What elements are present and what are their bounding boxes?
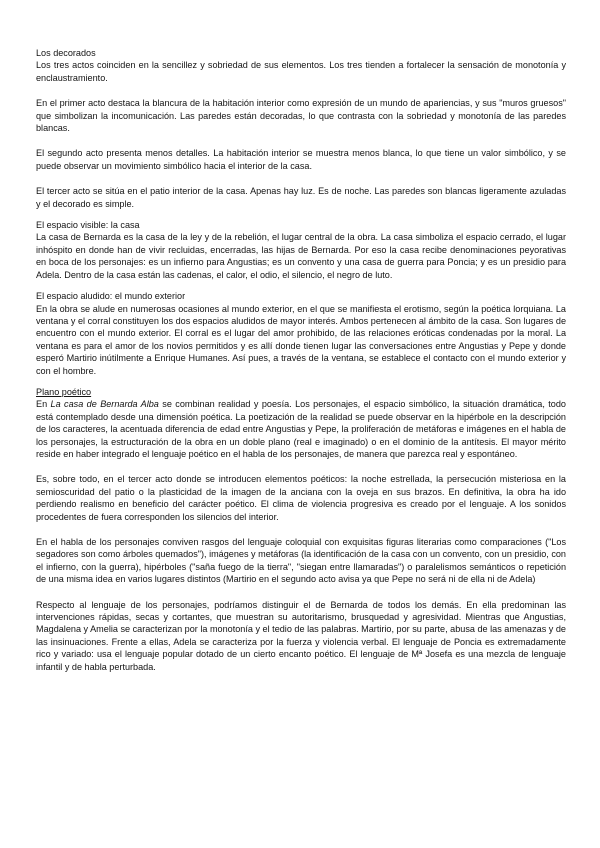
document-page: [36, 47, 566, 673]
paragraph: El segundo acto presenta menos detalles. La habitación interior se muestra menos blanca, lo que tiene un valor simbólico, y se puede observar un movimiento simbólico hacia el interior de la casa.: [36, 148, 566, 171]
work-title: La casa de Bernarda Alba: [50, 399, 159, 410]
paragraph: En el primer acto destaca la blancura de la habitación interior como expresión de un mundo de apariencias, y sus "muros gruesos" que simbolizan la incomunicación. Las paredes están decoradas, lo que contrasta con la sobriedad y monotonía de las paredes blancas.: [36, 98, 566, 134]
paragraph: Es, sobre todo, en el tercer acto donde se introducen elementos poéticos: la noche estrellada, la persecución misteriosa en la semioscuridad del patio o la plasticidad de la imagen de la anciana con la oveja en sus brazos. En definitiva, la obra ha ido perdiendo realismo en beneficio del carácter poético. El clima de violencia progresiva es creado por el lenguaje. A los sonidos procedentes de fuera corresponden los silencios del interior.: [36, 474, 566, 522]
paragraph: El tercer acto se sitúa en el patio interior de la casa. Apenas hay luz. Es de noche. Las paredes son blancas ligeramente azuladas y el decorado es simple.: [36, 186, 566, 209]
section-title-espacio-aludido: El espacio aludido: el mundo exterior: [36, 291, 186, 302]
paragraph: Los tres actos coinciden en la sencillez y sobriedad de sus elementos. Los tres tienden a fortalecer la sensación de monotonía y enclaustramiento.: [36, 60, 566, 83]
paragraph: En el habla de los personajes conviven rasgos del lenguaje coloquial con exquisitas figuras literarias como comparaciones ("Los segadores son como árboles quemados"), imágenes y metáforas (la identificación de la casa con un convento, con un presidio, con el infierno, con la guerra), hipérboles ("saña fuego de la tierra", "siegan entre llamaradas") o paralelismos semánticos o repetición de una misma idea en varios lugares distintos (Martirio en el segundo acto avisa ya que Pepe no será ni de ella ni de Adela): [36, 537, 566, 585]
section-title-espacio-visible: El espacio visible: la casa: [36, 220, 140, 231]
paragraph: La casa de Bernarda es la casa de la ley y de la rebelión, el lugar central de la obra. La casa simboliza el espacio cerrado, el lugar inhóspito en donde han de vivir recluidas, encerradas, las hijas de Bernarda. Por eso la casa recibe denominaciones peyorativas en boca de los personajes: es un infierno para Angustias; es un convento y una casa de guerra para Poncia; y es un presidio para Adela. Dentro de la casa están las cadenas, el calor, el odio, el silencio, el negro de luto.: [36, 232, 566, 280]
paragraph-rest: se combinan realidad y poesía. Los personajes, el espacio simbólico, la situación dramática, todo está contemplado desde una dimensión poética. La poetización de la realidad se puede observar en la hipérbole en la descripción de los caracteres, la acentuada diferencia de edad entre Angustias y Pepe, la proliferación de metáforas e imágenes en el habla de los personajes, la estructuración de la obra en un doble plano (real e imaginado) o en el dominio de la antítesis. El mayor mérito reside en haber integrado el lenguaje poético en el habla de los personajes, de manera que parezca real y espontáneo.: [36, 399, 566, 459]
paragraph: En la obra se alude en numerosas ocasiones al mundo exterior, en el que se manifiesta el erotismo, según la poética lorquiana. La ventana y el corral constituyen los dos espacios aludidos de mayor interés. Ambos pertenecen al ámbito de la casa. Son lugares de encuentro con el mundo exterior. El corral es el lugar del amor prohibido, de las relaciones eróticas condenadas por la moral. La ventana es para el amor de los novios permitidos y es allí donde tienen lugar las conversaciones entre Angustias y Pepe y donde esperó Martirio inútilmente a Enrique Humanes. Así pues, a través de la ventana, se establece el contacto con el mundo exterior y con el hombre.: [36, 303, 566, 376]
paragraph: [36, 398, 566, 460]
section-title-decorados: Los decorados: [36, 48, 96, 58]
section-title-plano-poetico: Plano poético: [36, 386, 92, 397]
paragraph: Respecto al lenguaje de los personajes, podríamos distinguir el de Bernarda de todos los demás. En ella predominan las intervenciones rápidas, secas y cortantes, que muestran su autoritarismo, brusquedad y agresividad. Mientras que Angustias, Magdalena y Amelia se caracterizan por la monotonía y el tedio de las palabras. Martirio, por su parte, abusa de las amenazas y de las insinuaciones. Frente a ellas, Adela se caracteriza por la fuerza y violencia verbal. El lenguaje de Poncia es extremadamente rico y variado: usa el lenguaje popular dotado de un cierto encanto poético. El lenguaje de Mª Josefa es una mezcla de lenguaje infantil y de habla perturbada.: [36, 599, 566, 672]
paragraph-prefix: En: [36, 399, 51, 410]
